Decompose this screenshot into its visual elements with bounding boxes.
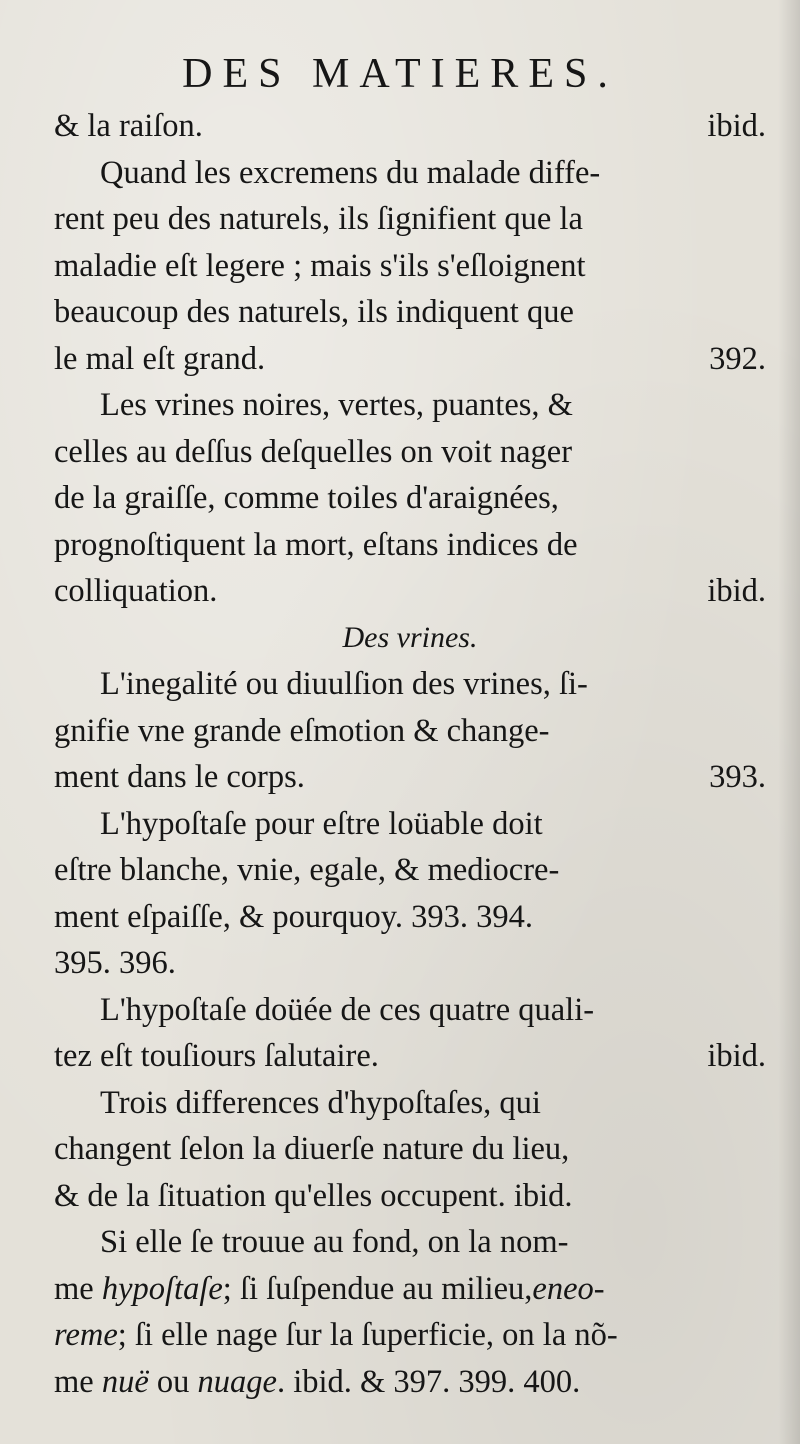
italic-term-hypostase: hypoſtaſe xyxy=(101,1270,223,1307)
index-entry-text: Des vrines. xyxy=(342,620,478,654)
index-entry-text: de la graiſſe, comme toiles d'araignées, xyxy=(54,480,559,516)
page-reference: ibid. xyxy=(707,573,766,609)
index-line xyxy=(54,1173,766,1220)
index-line-italic-1 xyxy=(54,1266,766,1313)
index-line xyxy=(54,429,766,476)
section-heading xyxy=(54,615,766,662)
index-line xyxy=(54,336,766,383)
index-entry-text: changent ſelon la diuerſe nature du lieu, xyxy=(54,1131,570,1167)
italic-term-eneoreme: eneo- xyxy=(532,1270,605,1307)
text-run: ; ſi ſuſpendue au milieu, xyxy=(222,1270,533,1307)
index-entry-text: maladie eſt legere ; mais s'ils s'eſloignent xyxy=(54,247,586,284)
page-reference: 393. xyxy=(709,759,766,795)
index-line xyxy=(54,708,766,755)
index-line xyxy=(54,289,766,336)
index-entry-text: celles au deſſus deſquelles on voit nager xyxy=(54,433,573,470)
index-entry-text: beaucoup des naturels, ils indiquent que xyxy=(54,294,574,330)
index-line xyxy=(54,243,766,290)
index-line xyxy=(54,1033,766,1080)
index-line xyxy=(54,754,766,801)
index-entry-text: & la raiſon. xyxy=(54,108,203,144)
italic-term-nuage: nuage xyxy=(197,1363,277,1400)
index-entry-text: prognoſtiquent la mort, eſtans indices de xyxy=(54,526,578,563)
index-line xyxy=(54,661,766,708)
index-entry-text: L'inegalité ou diuulſion des vrines, ſi- xyxy=(100,666,588,702)
index-entry-text: Si elle ſe trouue au fond, on la nom- xyxy=(100,1224,569,1260)
index-line xyxy=(54,1219,766,1266)
index-entry-text: colliquation. xyxy=(54,573,218,609)
index-line xyxy=(54,475,766,522)
index-entry-text: Trois differences d'hypoſtaſes, qui xyxy=(100,1084,541,1121)
index-entry-text: tez eſt touſiours ſalutaire. xyxy=(54,1038,379,1074)
index-entry-text: eſtre blanche, vnie, egale, & mediocre- xyxy=(54,852,560,888)
index-line xyxy=(54,987,766,1034)
index-entry-text: le mal eſt grand. xyxy=(54,340,266,377)
index-entry-text: ment dans le corps. xyxy=(54,759,305,795)
text-run: . ibid. & 397. 399. 400. xyxy=(276,1363,581,1400)
page-edge-shadow xyxy=(778,0,800,1444)
index-line xyxy=(54,894,766,941)
page-reference: ibid. xyxy=(707,1038,766,1074)
page-reference: 392. xyxy=(709,340,766,377)
index-lines xyxy=(54,103,766,1266)
index-entry-text: Quand les excremens du malade diffe- xyxy=(100,154,601,191)
index-entry-text: rent peu des naturels, ils ſignifient que la xyxy=(54,201,583,237)
index-line xyxy=(54,1126,766,1173)
index-line xyxy=(54,196,766,243)
line-segment xyxy=(54,1266,605,1313)
italic-term-eneoreme-end: reme xyxy=(54,1317,118,1353)
index-line xyxy=(54,1080,766,1127)
italic-term-nue: nuë xyxy=(101,1363,149,1400)
index-line xyxy=(54,568,766,615)
text-run: me xyxy=(54,1363,102,1400)
text-run: me xyxy=(54,1270,102,1307)
index-entry-text: Les vrines noires, vertes, puantes, & xyxy=(100,387,573,423)
index-entry-text: L'hypoſtaſe pour eſtre loüable doit xyxy=(100,805,543,842)
text-run: ; ſi elle nage ſur la ſuperficie, on la nõ- xyxy=(117,1317,618,1353)
index-line xyxy=(54,940,766,987)
index-text-block xyxy=(54,103,766,1405)
index-entry-text: 395. 396. xyxy=(54,945,176,981)
text-run: ou xyxy=(148,1363,198,1400)
index-line-italic-2 xyxy=(54,1312,766,1359)
index-entry-text: gnifie vne grande eſmotion & change- xyxy=(54,712,550,749)
index-entry-text: ment eſpaiſſe, & pourquoy. 393. 394. xyxy=(54,898,533,935)
page-reference: ibid. xyxy=(707,108,766,144)
index-line xyxy=(54,382,766,429)
line-segment xyxy=(54,1359,580,1406)
index-line xyxy=(54,847,766,894)
index-line xyxy=(54,522,766,569)
index-line xyxy=(54,103,766,150)
index-line xyxy=(54,150,766,197)
index-entry-text: L'hypoſtaſe doüée de ces quatre quali- xyxy=(100,991,595,1028)
index-line xyxy=(54,801,766,848)
page-header: DES MATIERES. xyxy=(182,51,618,97)
index-entry-text: & de la ſituation qu'elles occupent. ibid. xyxy=(54,1177,573,1214)
index-line-italic-3 xyxy=(54,1359,766,1406)
line-segment xyxy=(54,1312,618,1359)
